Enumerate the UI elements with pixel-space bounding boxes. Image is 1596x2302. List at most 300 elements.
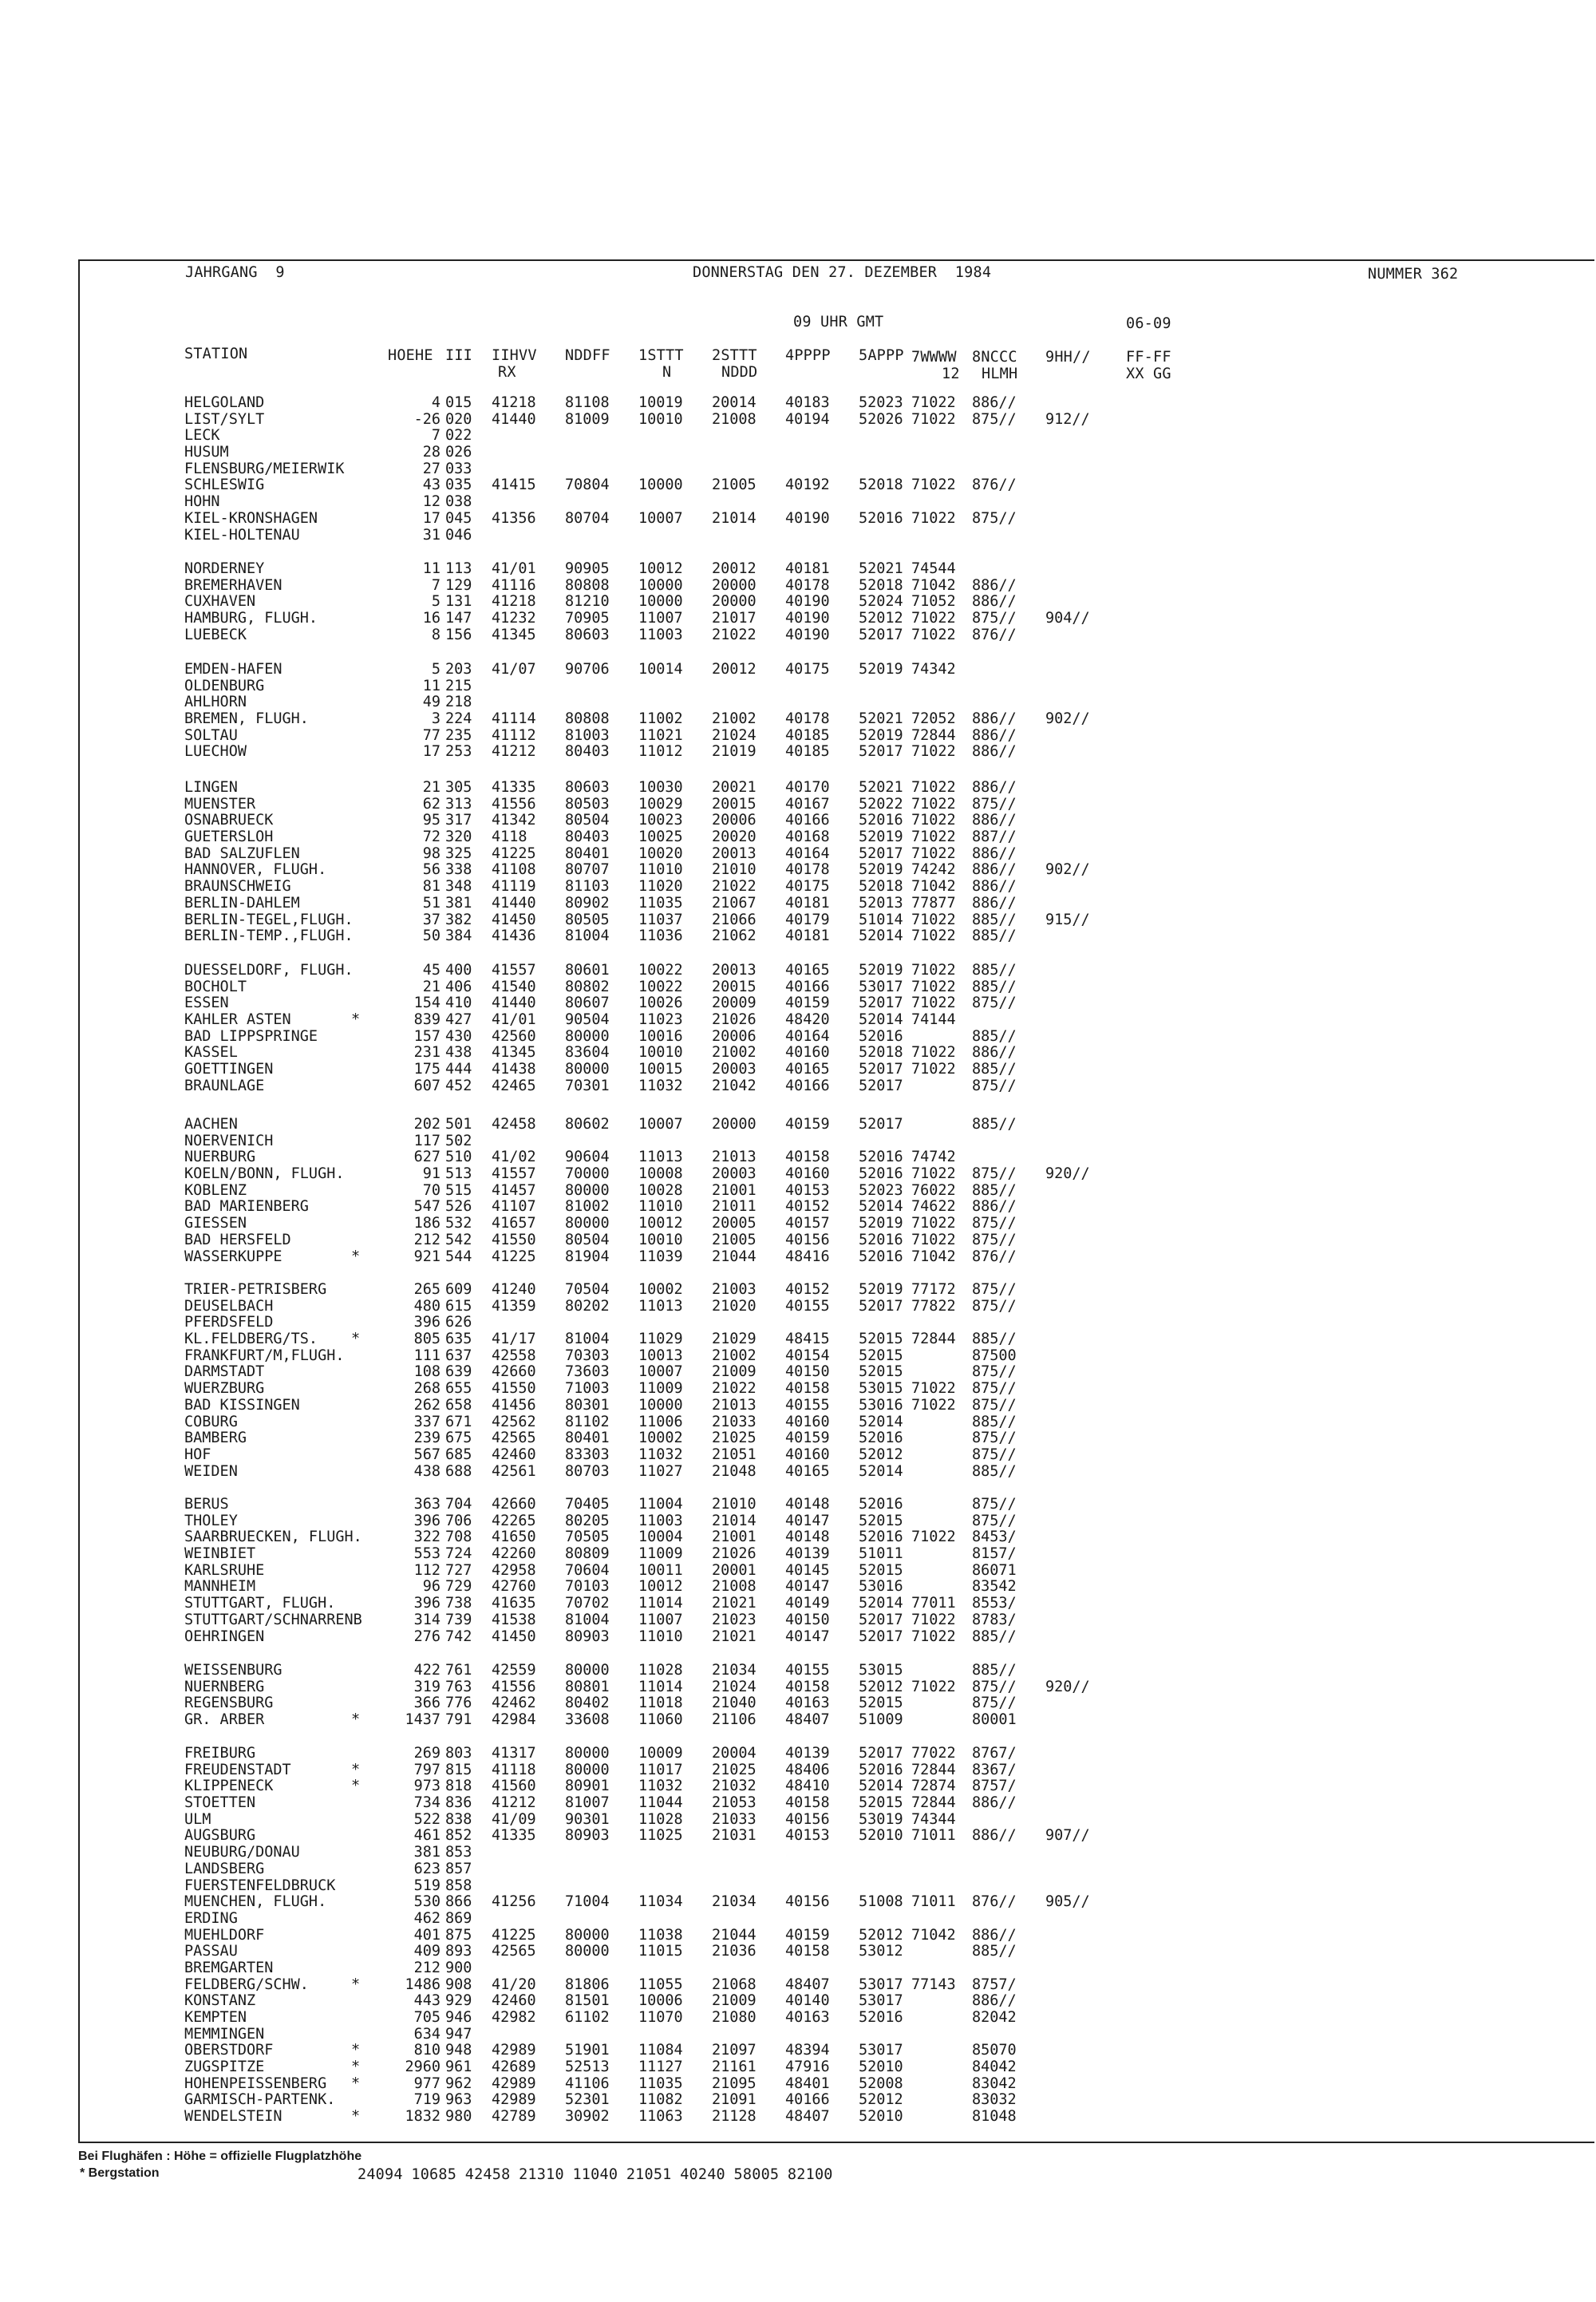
code-group: 20006 (712, 1027, 757, 1045)
code-group: 11009 (638, 1545, 683, 1563)
station-row (0, 527, 1277, 544)
station-id: 875 (445, 1926, 472, 1944)
code-group: 81003 (565, 726, 610, 744)
code-group: 21010 (712, 1496, 757, 1513)
code-group: 42265 (492, 1512, 536, 1529)
code-group: 52015 (859, 1561, 903, 1579)
code-group: 41436 (492, 928, 536, 945)
code-group: 905// (1045, 1893, 1090, 1911)
code-group: 71022 (911, 995, 956, 1012)
station-id: 235 (445, 726, 472, 744)
code-group: 10007 (638, 1116, 683, 1133)
station-group (0, 1745, 1277, 2125)
code-group: 8367/ (972, 1761, 1017, 1778)
code-group: 80000 (565, 1943, 610, 1960)
code-group: 52016 (859, 2009, 903, 2026)
station-height: 443 (413, 1992, 440, 2010)
station-name: WEIDEN (184, 1462, 238, 1480)
station-height: 95 (422, 812, 440, 829)
station-id: 858 (445, 1877, 472, 1894)
code-group: 70702 (565, 1595, 610, 1612)
station-id: 305 (445, 779, 472, 796)
code-group: 80001 (972, 1711, 1017, 1729)
code-group: 52023 (859, 394, 903, 411)
station-row (0, 861, 1277, 878)
code-group: 42958 (492, 1561, 536, 1579)
station-id: 313 (445, 795, 472, 813)
code-group: 11038 (638, 1926, 683, 1944)
code-group: 80601 (565, 962, 610, 979)
station-id: 980 (445, 2108, 472, 2126)
station-name: BOCHOLT (184, 978, 247, 995)
station-row (0, 1893, 1277, 1910)
code-group: 70604 (565, 1561, 610, 1579)
code-group: 52022 (859, 795, 903, 813)
code-group: 11063 (638, 2108, 683, 2126)
station-id: 147 (445, 610, 472, 627)
station-row (0, 1562, 1277, 1579)
code-group: 21032 (712, 1778, 757, 1795)
code-group: 11044 (638, 1794, 683, 1812)
code-group: 11035 (638, 894, 683, 912)
code-group: 53016 (859, 1578, 903, 1596)
station-name: BERLIN-TEMP.,FLUGH. (184, 928, 354, 945)
code-group: 42560 (492, 1027, 536, 1045)
code-group: 71022 (911, 1215, 956, 1232)
code-group: 21053 (712, 1794, 757, 1812)
code-group: 10004 (638, 1529, 683, 1546)
code-group: 81806 (565, 1976, 610, 1993)
code-group: 40155 (785, 1396, 830, 1414)
code-group: 41/01 (492, 1011, 536, 1029)
mountain-station-marker: * (351, 1711, 361, 1729)
station-row (0, 1529, 1277, 1545)
station-name: MUENCHEN, FLUGH. (184, 1893, 327, 1911)
code-group: 70505 (565, 1529, 610, 1546)
code-group: 21009 (712, 1992, 757, 2010)
station-row (0, 1281, 1277, 1298)
station-row (0, 727, 1277, 744)
code-group: 875// (972, 795, 1017, 813)
code-group: 10014 (638, 661, 683, 678)
code-group: 52012 (859, 610, 903, 627)
mountain-station-marker: * (351, 2108, 361, 2126)
code-group: 11060 (638, 1711, 683, 1729)
station-name: NORDERNEY (184, 560, 265, 577)
station-id: 218 (445, 694, 472, 711)
code-group: 21025 (712, 1761, 757, 1778)
station-id: 410 (445, 995, 472, 1012)
code-group: 71011 (911, 1893, 956, 1911)
station-row (0, 2026, 1277, 2043)
code-group: 80401 (565, 1430, 610, 1447)
code-group: 875// (972, 1363, 1017, 1381)
code-group: 42565 (492, 1430, 536, 1447)
station-row (0, 1943, 1277, 1960)
station-height: 607 (413, 1077, 440, 1094)
code-group: 84042 (972, 2059, 1017, 2076)
station-id: 253 (445, 743, 472, 761)
code-group: 11004 (638, 1496, 683, 1513)
code-group: 11029 (638, 1331, 683, 1348)
station-row (0, 2042, 1277, 2059)
code-group: 52017 (859, 1077, 903, 1094)
station-name: SCHLESWIG (184, 477, 265, 494)
station-name: CUXHAVEN (184, 593, 256, 611)
code-group: 40185 (785, 726, 830, 744)
station-name: DARMSTADT (184, 1363, 265, 1381)
code-group: 11028 (638, 1662, 683, 1679)
code-group: 40147 (785, 1628, 830, 1645)
station-height: 157 (413, 1027, 440, 1045)
station-height: -26 (413, 410, 440, 428)
station-id: 947 (445, 2025, 472, 2043)
code-group: 80000 (565, 1745, 610, 1762)
code-group: 80707 (565, 861, 610, 879)
code-group: 80403 (565, 743, 610, 761)
station-row (0, 2108, 1277, 2125)
code-group: 42558 (492, 1347, 536, 1364)
code-group: 10010 (638, 410, 683, 428)
station-name: NUERNBERG (184, 1678, 265, 1695)
station-height: 5 (431, 661, 440, 678)
code-group: 52017 (859, 1745, 903, 1762)
code-group: 40164 (785, 844, 830, 862)
code-group: 51901 (565, 2042, 610, 2059)
code-group: 52016 (859, 1027, 903, 1045)
station-name: BERLIN-TEGEL,FLUGH. (184, 911, 354, 928)
code-group: 11020 (638, 878, 683, 896)
station-height: 11 (422, 677, 440, 694)
code-group: 41106 (565, 2075, 610, 2092)
station-height: 519 (413, 1877, 440, 1894)
code-group: 52016 (859, 812, 903, 829)
code-group: 41335 (492, 1827, 536, 1845)
station-id: 763 (445, 1678, 472, 1695)
code-group: 40145 (785, 1561, 830, 1579)
code-group: 81002 (565, 1198, 610, 1216)
code-group: 41256 (492, 1893, 536, 1911)
code-group: 52008 (859, 2075, 903, 2092)
code-group: 902// (1045, 861, 1090, 879)
station-id: 946 (445, 2009, 472, 2026)
code-group: 52018 (859, 1044, 903, 1062)
station-row (0, 444, 1277, 461)
code-group: 11039 (638, 1248, 683, 1265)
station-name: HANNOVER, FLUGH. (184, 861, 327, 879)
code-group: 21062 (712, 928, 757, 945)
code-group: 8553/ (972, 1595, 1017, 1612)
station-name: EMDEN-HAFEN (184, 661, 282, 678)
station-height: 2960 (405, 2059, 440, 2076)
station-id: 544 (445, 1248, 472, 1265)
station-name: LUEBECK (184, 626, 247, 643)
code-group: 40163 (785, 2009, 830, 2026)
station-id: 688 (445, 1462, 472, 1480)
station-name: KOBLENZ (184, 1181, 247, 1199)
code-group: 42982 (492, 2009, 536, 2026)
station-name: GIESSEN (184, 1215, 247, 1232)
code-group: 71022 (911, 410, 956, 428)
code-group: 71022 (911, 795, 956, 813)
station-row (0, 1463, 1277, 1480)
code-group: 40181 (785, 928, 830, 945)
station-row (0, 878, 1277, 895)
code-group: 876// (972, 1248, 1017, 1265)
code-group: 40147 (785, 1578, 830, 1596)
code-group: 21024 (712, 1678, 757, 1695)
code-group: 8783/ (972, 1611, 1017, 1628)
mountain-station-marker: * (351, 1778, 361, 1795)
code-group: 42458 (492, 1116, 536, 1133)
station-id: 761 (445, 1662, 472, 1679)
code-group: 40165 (785, 962, 830, 979)
station-row (0, 411, 1277, 428)
code-group: 52014 (859, 928, 903, 945)
code-group: 71004 (565, 1893, 610, 1911)
station-height: 553 (413, 1545, 440, 1563)
code-group: 21009 (712, 1363, 757, 1381)
code-group: 41342 (492, 812, 536, 829)
code-group: 81004 (565, 1611, 610, 1628)
code-group: 41107 (492, 1198, 536, 1216)
code-group: 21026 (712, 1011, 757, 1029)
station-height: 396 (413, 1314, 440, 1331)
code-group: 72844 (911, 726, 956, 744)
col-12: 12 (942, 366, 960, 382)
station-name: MANNHEIM (184, 1578, 256, 1596)
station-height: 719 (413, 2091, 440, 2109)
station-id: 338 (445, 861, 472, 879)
code-group: 10029 (638, 795, 683, 813)
code-group: 52010 (859, 2108, 903, 2126)
station-height: 461 (413, 1827, 440, 1845)
code-group: 40181 (785, 894, 830, 912)
station-height: 8 (431, 626, 440, 643)
code-group: 48415 (785, 1331, 830, 1348)
station-row (0, 1414, 1277, 1430)
station-id: 384 (445, 928, 472, 945)
code-group: 80902 (565, 894, 610, 912)
code-group: 77022 (911, 1745, 956, 1762)
station-height: 212 (413, 1231, 440, 1248)
code-group: 41240 (492, 1281, 536, 1298)
code-group: 71022 (911, 829, 956, 846)
code-group: 885// (972, 1413, 1017, 1430)
code-group: 41225 (492, 1248, 536, 1265)
station-height: 28 (422, 444, 440, 461)
station-height: 363 (413, 1496, 440, 1513)
code-group: 42565 (492, 1943, 536, 1960)
col-ffff: FF-FF (1126, 349, 1171, 366)
code-group: 80504 (565, 812, 610, 829)
code-group: 40168 (785, 829, 830, 846)
station-id: 035 (445, 477, 472, 494)
station-id: 724 (445, 1545, 472, 1563)
station-name: HOF (184, 1446, 211, 1463)
code-group: 21066 (712, 911, 757, 928)
code-group: 886// (972, 1926, 1017, 1944)
code-group: 80603 (565, 626, 610, 643)
col-nddff: NDDFF (565, 347, 610, 364)
code-group: 52015 (859, 1512, 903, 1529)
station-height: 322 (413, 1529, 440, 1546)
code-group: 41/07 (492, 661, 536, 678)
code-group: 21005 (712, 477, 757, 494)
code-group: 40159 (785, 1430, 830, 1447)
code-group: 52010 (859, 1827, 903, 1845)
station-height: 81 (422, 878, 440, 896)
code-group: 886// (972, 394, 1017, 411)
station-height: 262 (413, 1396, 440, 1414)
station-row (0, 779, 1277, 796)
code-group: 886// (972, 726, 1017, 744)
code-group: 80000 (565, 1662, 610, 1679)
code-group: 72874 (911, 1778, 956, 1795)
station-height: 12 (422, 493, 440, 511)
code-group: 41538 (492, 1611, 536, 1628)
code-group: 41540 (492, 978, 536, 995)
code-group: 77143 (911, 1976, 956, 1993)
station-id: 838 (445, 1810, 472, 1828)
code-group: 886// (972, 894, 1017, 912)
station-row (0, 1513, 1277, 1529)
station-group (0, 962, 1277, 1094)
code-group: 875// (972, 1215, 1017, 1232)
station-row (0, 493, 1277, 510)
station-name: WEISSENBURG (184, 1662, 282, 1679)
code-group: 71022 (911, 1380, 956, 1398)
station-height: 973 (413, 1778, 440, 1795)
code-group: 10000 (638, 477, 683, 494)
station-row (0, 1992, 1277, 2009)
station-row (0, 694, 1277, 710)
code-group: 21017 (712, 610, 757, 627)
code-group: 886// (972, 861, 1017, 879)
code-group: 87500 (972, 1347, 1017, 1364)
station-id: 129 (445, 576, 472, 594)
station-id: 020 (445, 410, 472, 428)
station-name: OSNABRUECK (184, 812, 274, 829)
station-row (0, 1778, 1277, 1794)
code-group: 52017 (859, 1611, 903, 1628)
station-row (0, 1044, 1277, 1061)
station-name: STUTTGART/SCHNARRENB (184, 1611, 362, 1628)
code-group: 90706 (565, 661, 610, 678)
code-group: 40158 (785, 1678, 830, 1695)
code-group: 41356 (492, 509, 536, 527)
station-height: 117 (413, 1132, 440, 1149)
code-group: 41359 (492, 1297, 536, 1315)
code-group: 41456 (492, 1396, 536, 1414)
code-group: 71022 (911, 1061, 956, 1078)
station-id: 438 (445, 1044, 472, 1062)
code-group: 886// (972, 593, 1017, 611)
station-id: 658 (445, 1396, 472, 1414)
code-group: 875// (972, 1678, 1017, 1695)
station-height: 21 (422, 779, 440, 796)
station-row (0, 1496, 1277, 1513)
code-group: 21106 (712, 1711, 757, 1729)
code-group: 53017 (859, 2042, 903, 2059)
code-group: 71022 (911, 1165, 956, 1183)
station-name: MUEHLDORF (184, 1926, 265, 1944)
code-group: 48407 (785, 1711, 830, 1729)
code-group: 21040 (712, 1695, 757, 1712)
code-group: 886// (972, 812, 1017, 829)
station-height: 154 (413, 995, 440, 1012)
code-group: 41635 (492, 1595, 536, 1612)
station-group (0, 1281, 1277, 1479)
station-id: 348 (445, 878, 472, 896)
station-name: BREMEN, FLUGH. (184, 710, 309, 728)
code-group: 83303 (565, 1446, 610, 1463)
code-group: 71022 (911, 962, 956, 979)
station-id: 626 (445, 1314, 472, 1331)
col-iii: III (445, 347, 473, 364)
code-group: 53015 (859, 1662, 903, 1679)
station-id: 444 (445, 1061, 472, 1078)
code-group: 80603 (565, 779, 610, 796)
station-id: 381 (445, 894, 472, 912)
code-group: 40163 (785, 1695, 830, 1712)
code-group: 42562 (492, 1413, 536, 1430)
code-group: 40152 (785, 1281, 830, 1298)
code-group: 875// (972, 610, 1017, 627)
code-group: 40190 (785, 593, 830, 611)
code-group: 52012 (859, 1926, 903, 1944)
station-name: SOLTAU (184, 726, 238, 744)
code-group: 73603 (565, 1363, 610, 1381)
code-group: 21067 (712, 894, 757, 912)
code-group: 10007 (638, 1363, 683, 1381)
code-group: 52010 (859, 2059, 903, 2076)
code-group: 11021 (638, 726, 683, 744)
station-height: 70 (422, 1181, 440, 1199)
code-group: 83032 (972, 2091, 1017, 2109)
code-group: 21022 (712, 626, 757, 643)
code-group: 886// (972, 878, 1017, 896)
code-group: 52012 (859, 1446, 903, 1463)
code-group: 52016 (859, 1496, 903, 1513)
code-group: 40158 (785, 1149, 830, 1166)
code-group: 20000 (712, 593, 757, 611)
code-group: 902// (1045, 710, 1090, 728)
code-group: 52012 (859, 2091, 903, 2109)
code-group: 52016 (859, 1761, 903, 1778)
code-group: 20009 (712, 995, 757, 1012)
station-name: KEMPTEN (184, 2009, 247, 2026)
code-group: 80901 (565, 1778, 610, 1795)
code-group: 40179 (785, 911, 830, 928)
station-row (0, 1149, 1277, 1165)
code-group: 53017 (859, 1992, 903, 2010)
code-group: 71022 (911, 1396, 956, 1414)
code-group: 21024 (712, 726, 757, 744)
code-group: 11034 (638, 1893, 683, 1911)
station-height: 91 (422, 1165, 440, 1183)
station-name: ERDING (184, 1909, 238, 1927)
station-id: 215 (445, 677, 472, 694)
station-height: 269 (413, 1745, 440, 1762)
code-group: 20015 (712, 795, 757, 813)
code-group: 42989 (492, 2042, 536, 2059)
code-group: 71022 (911, 477, 956, 494)
code-group: 80402 (565, 1695, 610, 1712)
code-group: 876// (972, 1893, 1017, 1911)
code-group: 72844 (911, 1331, 956, 1348)
code-group: 52024 (859, 593, 903, 611)
